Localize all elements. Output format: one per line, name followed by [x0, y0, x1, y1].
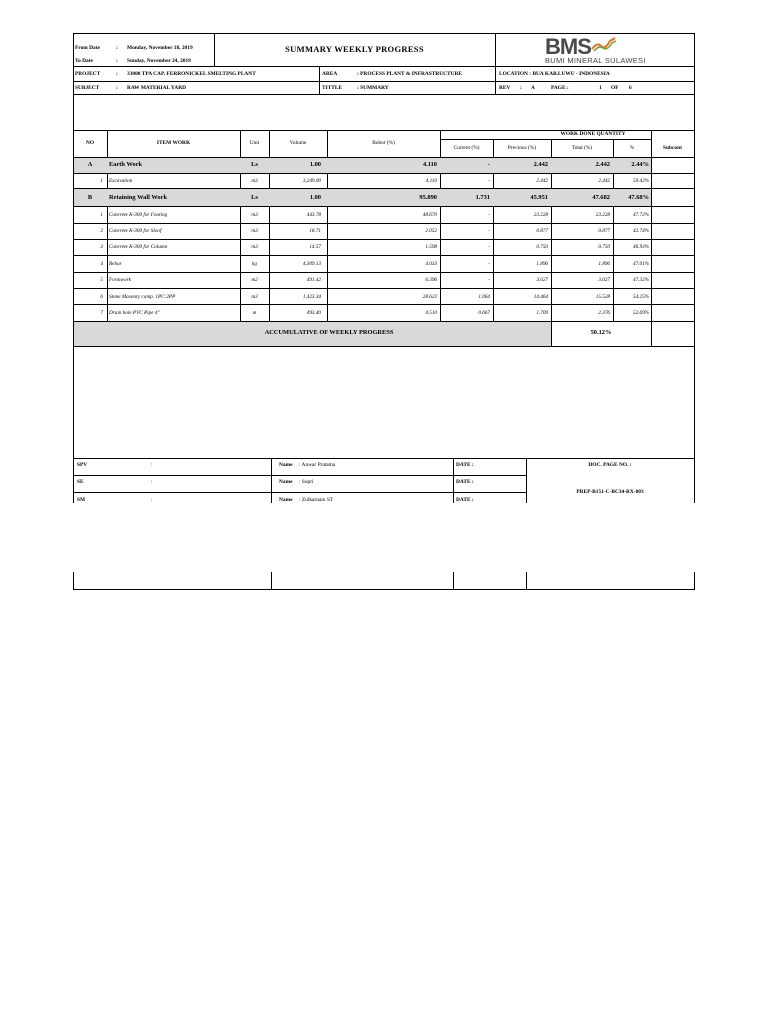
section-a-unit: Ls	[251, 161, 258, 168]
row-b6-volume: 1,423.34	[302, 294, 321, 300]
row-b6-no: 6	[100, 294, 103, 300]
col-header-current: Current (%)	[453, 145, 480, 151]
sm-colon: :	[151, 497, 153, 503]
row-b7-total: 2.376	[598, 310, 610, 316]
section-b-total: 47.682	[592, 194, 610, 201]
logo-subtitle: BUMI MINERAL SULAWESI	[545, 56, 646, 65]
row-b1-bobot: 48.670	[422, 212, 437, 218]
row-b2-bobot: 2.052	[425, 228, 437, 234]
row-b3-item: Concrete K-300 for Column	[109, 244, 168, 250]
row-b6-item: Stone Masonry camp. 1PC:2PP	[109, 294, 176, 300]
from-date-colon: :	[116, 45, 118, 51]
spv-date-label: DATE :	[456, 462, 474, 468]
col-header-volume: Volume	[289, 140, 307, 146]
row-b5-unit: m2	[251, 277, 258, 283]
section-a-current: -	[487, 161, 490, 168]
row-b1-percent: 47.72%	[633, 212, 649, 218]
col-header-total: Total (%)	[571, 145, 593, 151]
page-total: 6	[629, 85, 632, 91]
rev-colon: :	[520, 85, 522, 91]
col-header-item-work: ITEM WORK	[156, 140, 191, 146]
row-b4-previous: 1.896	[536, 261, 548, 267]
row-a1-total: 2.442	[598, 178, 610, 184]
se-name-label: Name	[279, 479, 293, 485]
sm-name-label: Name	[279, 497, 293, 503]
se-colon: :	[151, 479, 153, 485]
section-a-no: A	[87, 161, 93, 168]
se-label: SE	[77, 479, 84, 485]
row-b5-previous: 3.027	[536, 277, 548, 283]
row-b2-unit: m3	[251, 228, 258, 234]
col-header-subcont: Subcont	[663, 145, 682, 151]
row-b6-total: 15.528	[595, 294, 610, 300]
section-b-previous: 45.951	[530, 194, 548, 201]
col-header-percent: %	[629, 145, 635, 151]
se-name: : Supri	[299, 479, 314, 485]
row-b5-percent: 47.32%	[633, 277, 649, 283]
row-a1-bobot: 4.110	[425, 178, 437, 184]
section-a-total: 2.442	[595, 161, 610, 168]
col-header-no: NO	[85, 140, 95, 146]
row-b5-bobot: 6.396	[425, 277, 437, 283]
row-a1-unit: m3	[251, 178, 258, 184]
section-a-item: Earth Work	[109, 161, 143, 168]
row-b6-previous: 14.464	[533, 294, 548, 300]
tittle-value: : SUMMARY	[357, 85, 389, 91]
row-b7-no: 7	[100, 310, 103, 316]
row-b2-no: 2	[100, 228, 103, 234]
col-header-bobot: Bobot (%)	[372, 140, 395, 146]
row-b4-current: -	[488, 261, 490, 267]
row-b3-volume: 14.57	[309, 244, 321, 250]
row-b2-total: 0.877	[598, 228, 610, 234]
area-label: AREA	[322, 71, 338, 77]
project-label: PROJECT	[75, 71, 101, 77]
project-value: 33000 TPA CAP. FERRONICKEL SMELTING PLANT	[127, 71, 256, 77]
col-header-work-done-quantity: WORK DONE QUANTITY	[560, 131, 626, 137]
row-a1-volume: 3,249.00	[302, 178, 321, 184]
accumulative-label: ACCUMULATIVE OF WEEKLY PROGRESS	[264, 329, 394, 336]
se-date-label: DATE :	[456, 479, 474, 485]
logo-swoosh-icon	[591, 36, 617, 52]
row-b1-unit: m3	[251, 212, 258, 218]
row-b7-unit: m	[252, 310, 257, 316]
row-b7-item: Drain hole PVC Pipe 4"	[109, 310, 160, 316]
col-header-unit: Unit	[249, 140, 260, 146]
row-b3-no: 3	[100, 244, 103, 250]
subject-label: SUBJECT	[75, 85, 100, 91]
location-value: LOCATION : BUA KAB.LUWU - INDONESIA	[499, 71, 610, 77]
row-b4-percent: 47.01%	[633, 261, 649, 267]
doc-number: PREP-B151-C-BC34-RX-003	[576, 489, 644, 495]
row-b5-no: 5	[100, 277, 103, 283]
section-b-bobot: 95.890	[419, 194, 437, 201]
section-b-current: 1.731	[475, 194, 490, 201]
row-b4-no: 4	[100, 261, 103, 267]
row-b1-item: Concrete K-300 for Footing	[109, 212, 168, 218]
section-b-item: Retaining Wall Work	[109, 194, 168, 201]
row-b7-bobot: 4.510	[425, 310, 437, 316]
row-b5-current: -	[488, 277, 490, 283]
row-b2-percent: 42.74%	[633, 228, 649, 234]
subject-colon: :	[116, 85, 118, 91]
row-b5-item: Formwork	[109, 277, 131, 283]
row-b7-current: 0.667	[478, 310, 490, 316]
row-b6-bobot: 28.623	[422, 294, 437, 300]
section-a-percent: 2.44%	[631, 161, 649, 168]
from-date-value: Monday, November 18, 2019	[127, 45, 193, 51]
row-b5-total: 3.027	[598, 277, 610, 283]
sm-date-label: DATE :	[456, 497, 474, 503]
project-colon: :	[116, 71, 118, 77]
row-b4-total: 1.896	[598, 261, 610, 267]
row-b7-previous: 1.709	[536, 310, 548, 316]
row-b3-percent: 46.93%	[633, 244, 649, 250]
row-b5-volume: 491.42	[306, 277, 321, 283]
doc-page-label: DOC. PAGE NO. :	[588, 462, 632, 468]
row-b3-bobot: 1.598	[425, 244, 437, 250]
accumulative-value: 50.12%	[590, 329, 612, 336]
row-b6-unit: m3	[251, 294, 258, 300]
sm-label: SM	[77, 497, 86, 503]
to-date-value: Sunday, November 24, 2019	[127, 58, 191, 64]
company-logo	[495, 33, 694, 66]
row-b4-unit: kg	[252, 261, 257, 267]
row-a1-no: 1	[100, 178, 103, 184]
row-b4-bobot: 4.033	[425, 261, 437, 267]
to-date-label: To Date	[75, 58, 93, 64]
rev-value: A	[531, 85, 535, 91]
row-b4-volume: 4,309.13	[302, 261, 321, 267]
row-b4-item: Rebar	[109, 261, 122, 267]
tittle-label: TITTLE	[322, 85, 343, 91]
page-title: SUMMARY WEEKLY PROGRESS	[285, 44, 424, 54]
row-a1-percent: 59.42%	[633, 178, 649, 184]
section-b-unit: Ls	[251, 194, 258, 201]
area-value: : PROCESS PLANT & INFRASTRUCTURE	[357, 71, 463, 77]
logo-wordmark: BMS	[545, 34, 591, 59]
col-header-previous: Previous (%)	[507, 145, 537, 151]
section-a-previous: 2.442	[533, 161, 548, 168]
spv-colon: :	[151, 462, 153, 468]
subject-value: RAW MATERIAL YARD	[127, 85, 187, 91]
page-number: 1	[599, 85, 602, 91]
row-b1-total: 23.228	[595, 212, 610, 218]
sm-name: : Zulkarnain ST	[299, 497, 334, 503]
row-a1-item: Excavation	[109, 178, 133, 184]
row-a1-current: -	[488, 178, 490, 184]
page-break-gap	[0, 503, 768, 572]
spv-label: SPV	[77, 462, 88, 468]
rev-label: REV	[499, 85, 511, 91]
row-b1-volume: 443.78	[306, 212, 321, 218]
spv-name: : Anwar Pratama	[299, 462, 336, 468]
to-date-colon: :	[116, 58, 118, 64]
row-b6-percent: 54.25%	[633, 294, 649, 300]
section-b-volume: 1.00	[309, 194, 321, 201]
page-of: OF	[611, 85, 619, 91]
row-a1-previous: 2.442	[536, 178, 548, 184]
row-b1-previous: 23.228	[533, 212, 548, 218]
row-b6-current: 1.064	[478, 294, 490, 300]
row-b7-volume: 493.40	[306, 310, 321, 316]
row-b7-percent: 52.69%	[633, 310, 649, 316]
row-b2-current: -	[488, 228, 490, 234]
row-b2-volume: 18.71	[309, 228, 321, 234]
spv-name-label: Name	[279, 462, 293, 468]
row-b1-no: 1	[100, 212, 103, 218]
row-b3-current: -	[488, 244, 490, 250]
section-b-percent: 47.68%	[628, 194, 649, 201]
row-b3-total: 0.750	[598, 244, 610, 250]
row-b3-unit: m3	[251, 244, 258, 250]
from-date-label: From Date	[75, 45, 100, 51]
section-a-bobot: 4.110	[422, 161, 437, 168]
row-b2-item: Concrete K-300 for Sloof	[109, 228, 162, 234]
section-a-volume: 1.00	[309, 161, 321, 168]
section-b-no: B	[87, 194, 93, 201]
row-b2-previous: 0.877	[536, 228, 548, 234]
row-b3-previous: 0.750	[536, 244, 548, 250]
page-label: PAGE :	[551, 85, 569, 91]
row-b1-current: -	[488, 212, 490, 218]
